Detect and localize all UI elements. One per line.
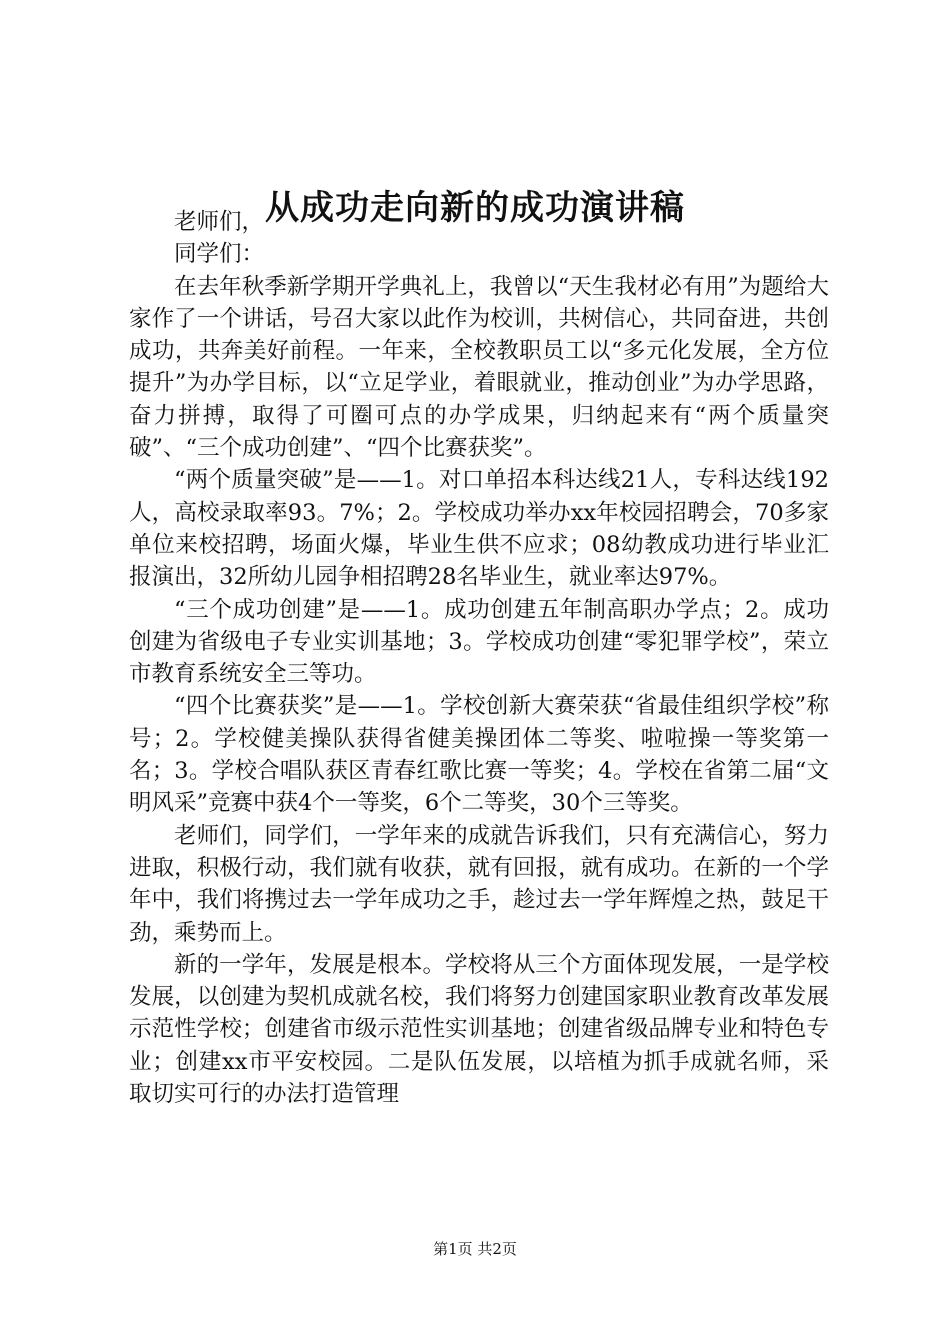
paragraph-development: 新的一学年，发展是根本。学校将从三个方面体现发展，一是学校发展，以创建为契机成就名校，我们将努力创建国家职业教育改革发展示范性学校；创建省市级示范性实训基地；创建省级品牌专业和特色专业；创建xx市平安校园。二是队伍发展，以培植为抓手成就名师，采取切实可行的办法打造管理 bbox=[129, 951, 829, 1108]
paragraph-three-creations: “三个成功创建”是——1。成功创建五年制高职办学点；2。成功创建为省级电子专业实训基地；3。学校成功创建“零犯罪学校”，荣立市教育系统安全三等功。 bbox=[129, 596, 829, 688]
paragraph-four-awards: “四个比赛获奖”是——1。学校创新大赛荣获“省最佳组织学校”称号；2。学校健美操队获得省健美操团体二等奖、啦啦操一等奖第一名；3。学校合唱队获区青春红歌比赛一等奖；4。学校在省第二届“文明风采”竞赛中获4个一等奖，6个二等奖，30个三等奖。 bbox=[129, 693, 829, 817]
salutation-students: 同学们： bbox=[174, 241, 265, 268]
document-title: 从成功走向新的成功演讲稿 bbox=[265, 188, 685, 228]
paragraph-achievements: 老师们，同学们，一学年来的成就告诉我们，只有充满信心，努力进取，积极行动，我们就有收获，就有回报，就有成功。在新的一个学年中，我们将携过去一学年成功之手，趁过去一学年辉煌之热，鼓足干劲，乘势而上。 bbox=[129, 822, 829, 946]
paragraph-intro: 在去年秋季新学期开学典礼上，我曾以“天生我材必有用”为题给大家作了一个讲话，号召大家以此作为校训，共树信心，共同奋进，共创成功，共奔美好前程。一年来，全校教职员工以“多元化发展，全方位提升”为办学目标，以“立足学业，着眼就业，推动创业”为办学思路，奋力拼搏，取得了可圈可点的办学成果，归纳起来有“两个质量突破”、“三个成功创建”、“四个比赛获奖”。 bbox=[129, 273, 829, 462]
document-body bbox=[129, 206, 829, 1110]
salutation-teachers: 老师们， bbox=[174, 209, 265, 235]
paragraph-two-breakthroughs: “两个质量突破”是——1。对口单招本科达线21人，专科达线192人，高校录取率93。7%；2。学校成功举办xx年校园招聘会，70多家单位来校招聘，场面火爆，毕业生供不应求；08幼教成功进行毕业汇报演出，32所幼儿园争相招聘28名毕业生，就业率达97%。 bbox=[129, 467, 829, 591]
page-number-footer: 第1页 共2页 bbox=[433, 1240, 517, 1258]
